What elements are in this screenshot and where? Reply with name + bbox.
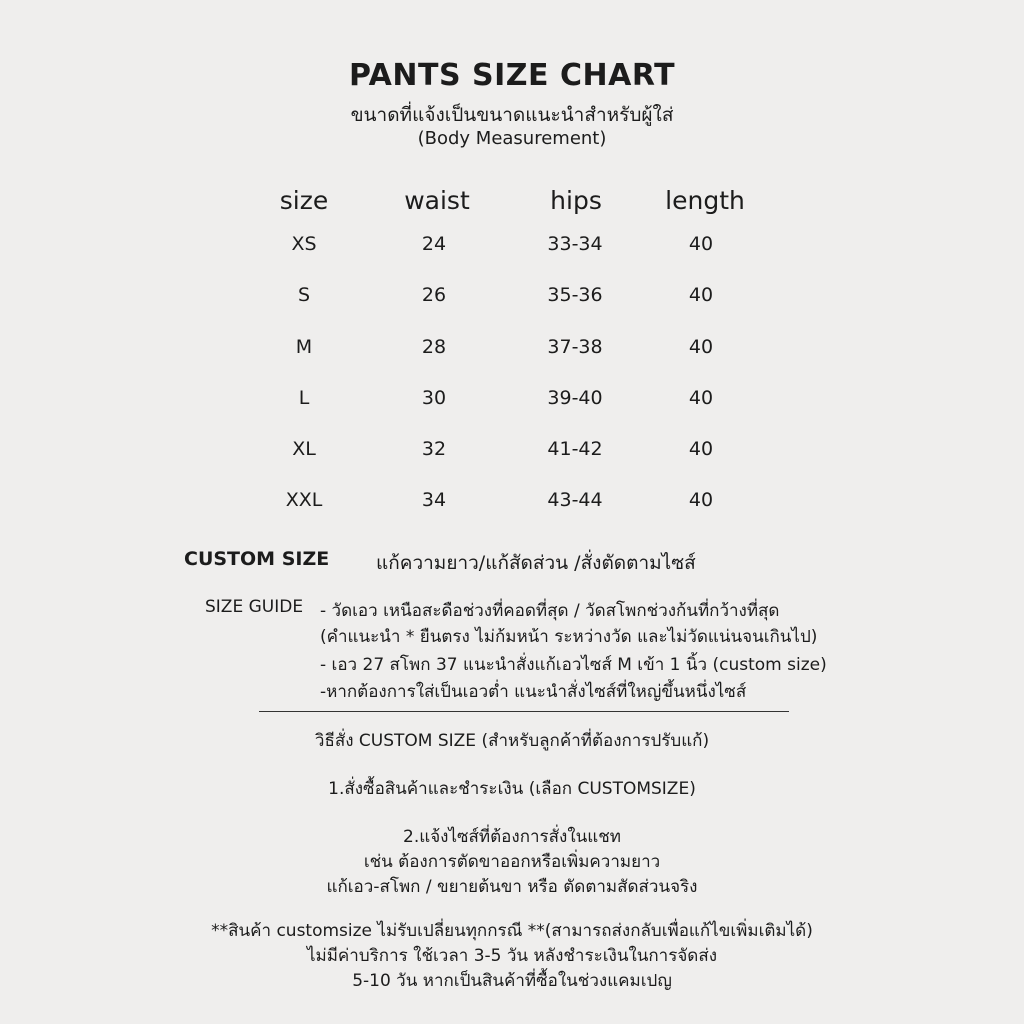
table-cell-size: M (295, 336, 313, 358)
table-cell-hips: 37-38 (547, 336, 603, 358)
table-cell-length: 40 (688, 233, 714, 255)
table-cell-size: XS (291, 233, 317, 255)
section-divider (259, 711, 789, 712)
table-cell-size: S (297, 284, 311, 306)
table-cell-waist: 32 (421, 438, 447, 460)
table-cell-size: L (298, 387, 310, 409)
custom-size-options: แก้ความยาว/แก้สัดส่วน /สั่งตัดตามไซส์ (376, 552, 696, 574)
table-cell-size: XXL (285, 489, 323, 511)
size-guide-line: - เอว 27 สโพก 37 แนะนำสั่งแก้เอวไซส์ M เข้า 1 นิ้ว (custom size) (320, 655, 827, 675)
custom-size-label: CUSTOM SIZE (184, 548, 330, 570)
size-guide-line: - วัดเอว เหนือสะดือช่วงที่คอดที่สุด / วัดสโพกช่วงก้นที่กว้างที่สุด (320, 601, 780, 621)
order-step-2-line: เช่น ต้องการตัดขาออกหรือเพิ่มความยาว (363, 852, 661, 872)
order-step-1: 1.สั่งซื้อสินค้าและชำระเงิน (เลือก CUSTOMSIZE) (328, 779, 696, 799)
size-guide-line: (คำแนะนำ * ยืนตรง ไม่ก้มหน้า ระหว่างวัด และไม่วัดแน่นจนเกินไป) (320, 627, 818, 647)
table-cell-hips: 39-40 (547, 387, 603, 409)
table-cell-waist: 30 (421, 387, 447, 409)
table-cell-hips: 41-42 (547, 438, 603, 460)
table-cell-waist: 34 (421, 489, 447, 511)
table-cell-size: XL (292, 438, 316, 460)
table-cell-length: 40 (688, 489, 714, 511)
order-step-2-line: 2.แจ้งไซส์ที่ต้องการสั่งในแชท (403, 827, 621, 847)
table-cell-hips: 35-36 (547, 284, 603, 306)
order-note-line: 5-10 วัน หากเป็นสินค้าที่ซื้อในช่วงแคมเปญ (352, 971, 672, 991)
table-cell-length: 40 (688, 387, 714, 409)
page-subtitle-english: (Body Measurement) (417, 128, 607, 149)
page-title: PANTS SIZE CHART (348, 58, 676, 93)
column-header-length: length (665, 186, 745, 215)
size-guide-line: -หากต้องการใส่เป็นเอวต่ำ แนะนำสั่งไซส์ที่ใหญ่ขึ้นหนึ่งไซส์ (320, 682, 747, 702)
column-header-hips: hips (550, 186, 602, 215)
table-cell-waist: 26 (421, 284, 447, 306)
table-cell-waist: 24 (421, 233, 447, 255)
size-guide-label: SIZE GUIDE (205, 597, 304, 617)
table-cell-hips: 43-44 (547, 489, 603, 511)
order-note-line: ไม่มีค่าบริการ ใช้เวลา 3-5 วัน หลังชำระเงินในการจัดส่ง (306, 946, 718, 966)
column-header-waist: waist (404, 186, 470, 215)
table-cell-length: 40 (688, 438, 714, 460)
order-step-2-line: แก้เอว-สโพก / ขยายต้นขา หรือ ตัดตามสัดส่วนจริง (326, 877, 698, 897)
table-cell-length: 40 (688, 336, 714, 358)
column-header-size: size (279, 186, 329, 215)
table-cell-hips: 33-34 (547, 233, 603, 255)
order-guide-title: วิธีสั่ง CUSTOM SIZE (สำหรับลูกค้าที่ต้องการปรับแก้) (314, 731, 710, 751)
table-cell-waist: 28 (421, 336, 447, 358)
table-cell-length: 40 (688, 284, 714, 306)
page-subtitle-thai: ขนาดที่แจ้งเป็นขนาดแนะนำสำหรับผู้ใส่ (350, 104, 674, 126)
order-note-line: **สินค้า customsize ไม่รับเปลี่ยนทุกกรณี **(สามารถส่งกลับเพื่อแก้ไขเพิ่มเติมได้) (211, 921, 813, 941)
